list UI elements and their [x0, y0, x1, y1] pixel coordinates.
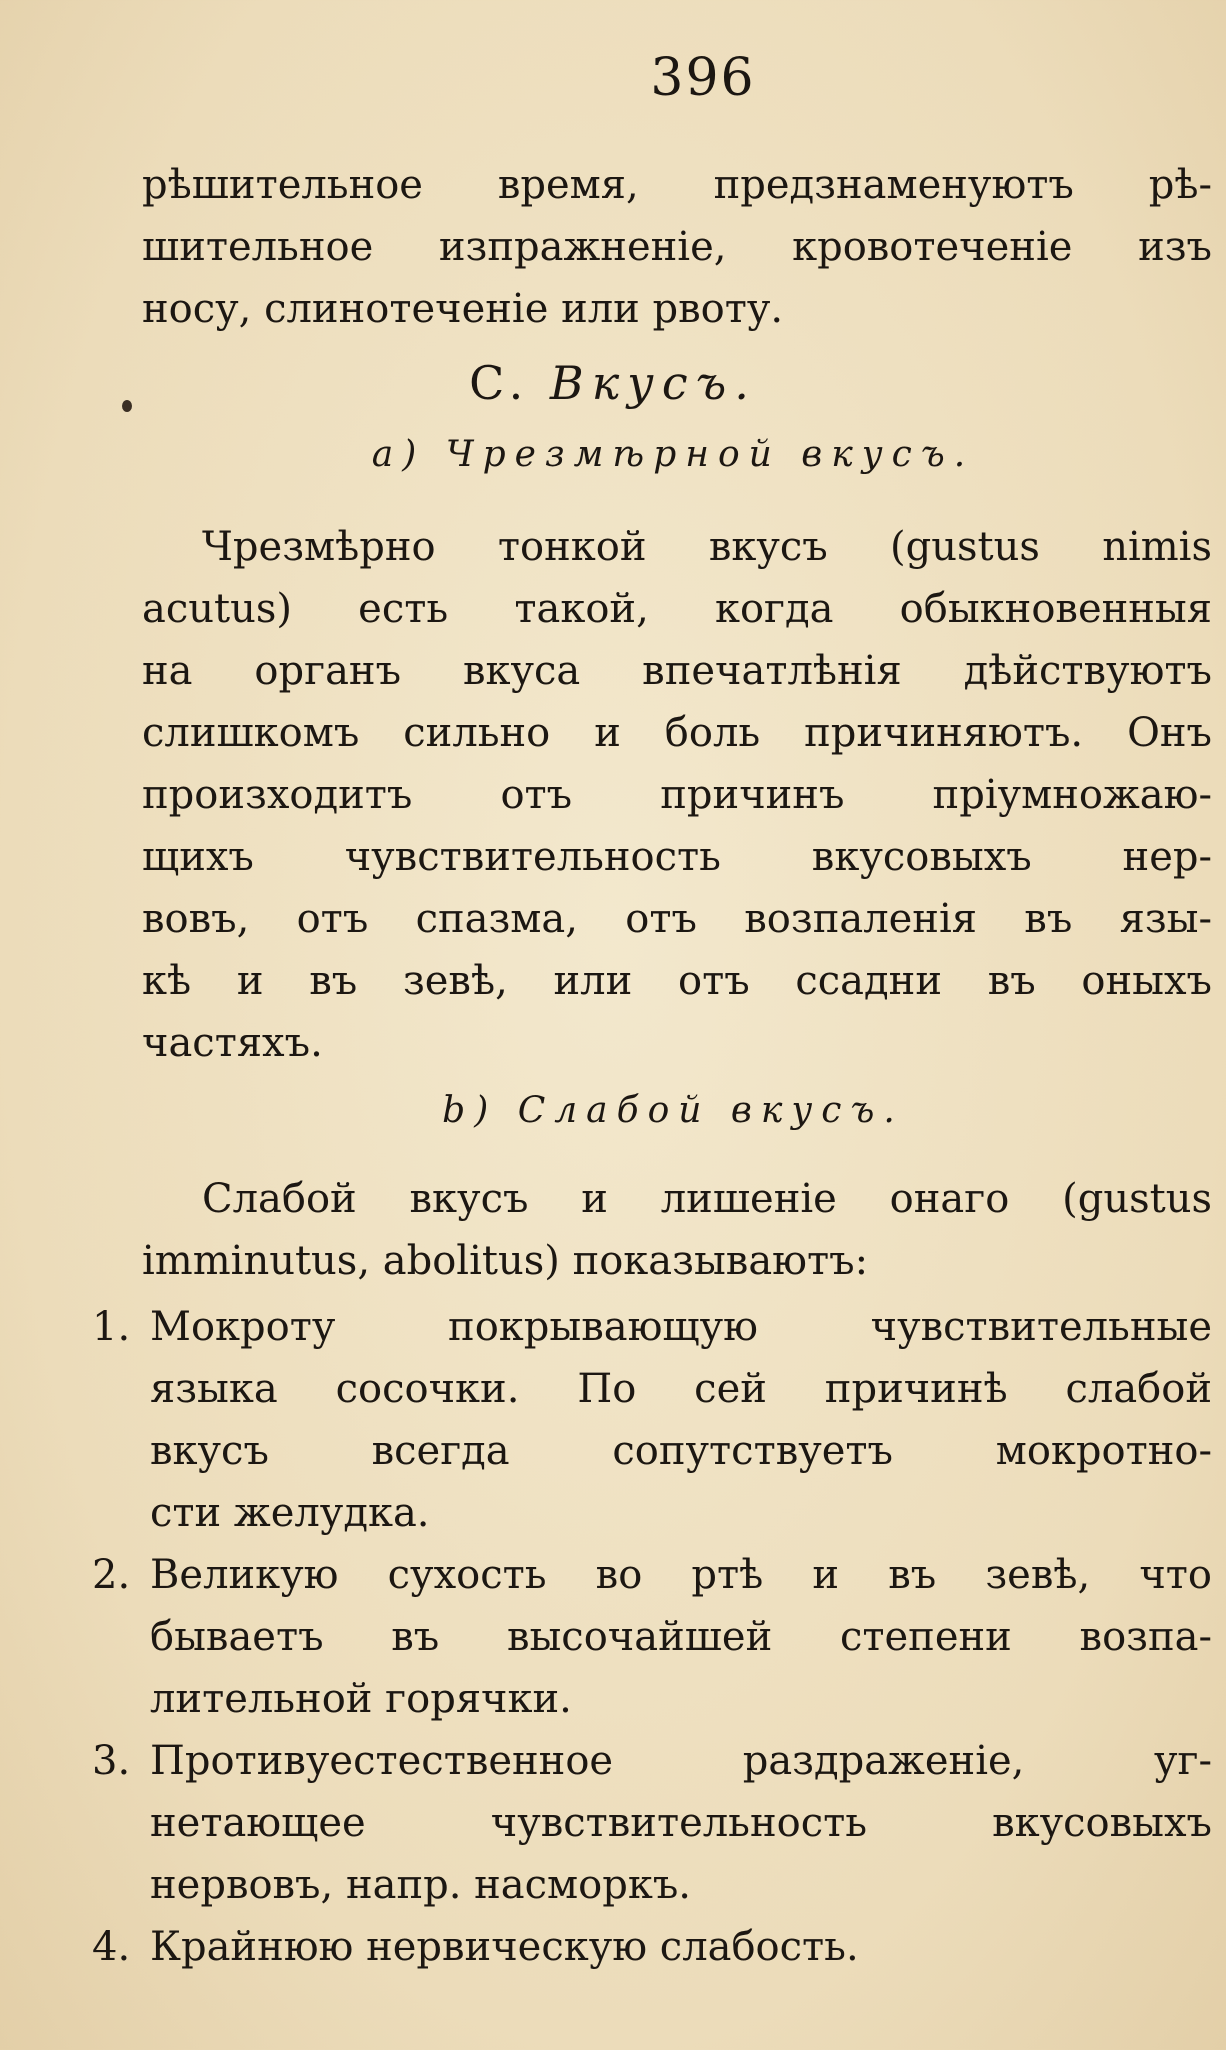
text-line: щихъ чувствительность вкусовыхъ нер-	[142, 834, 1212, 880]
text-line: Противуестественное раздраженіе, уг-	[150, 1738, 1212, 1784]
list-number: 1.	[92, 1304, 131, 1350]
text-line: сти желудка.	[150, 1490, 430, 1536]
text-line: вовъ, отъ спазма, отъ возпаленія въ язы-	[142, 896, 1212, 942]
list-item	[92, 1916, 1212, 1978]
subsection-a-label: a)	[371, 434, 426, 475]
list-item	[92, 1544, 1212, 1730]
numbered-list	[92, 1296, 1212, 1978]
text-line: Слабой вкусъ и лишеніе онаго (gustus	[202, 1176, 1212, 1222]
text-line: acutus) есть такой, когда обыкновенныя	[142, 586, 1212, 632]
text-line: нетающее чувствительность вкусовыхъ	[150, 1800, 1212, 1846]
text-line: шительное изпражненіе, кровотеченіе изъ	[142, 224, 1212, 270]
text-line: Мокроту покрывающую чувствительные	[150, 1304, 1212, 1350]
text-line: лительной горячки.	[150, 1676, 572, 1722]
list-item	[92, 1730, 1212, 1916]
text-line: нервовъ, напр. насморкъ.	[150, 1862, 692, 1908]
paragraph-a	[142, 516, 1212, 1074]
text-line: рѣшительное время, предзнаменуютъ рѣ-	[142, 162, 1212, 208]
list-number: 3.	[92, 1738, 131, 1784]
list-item	[92, 1296, 1212, 1544]
section-heading	[0, 356, 1226, 410]
page-number: 396	[650, 48, 756, 108]
text-line: бываетъ въ высочайшей степени возпа-	[150, 1614, 1212, 1660]
subsection-a-heading	[0, 434, 1226, 475]
text-line: частяхъ.	[142, 1020, 323, 1066]
section-letter: C.	[469, 356, 530, 410]
text-line: на органъ вкуса впечатлѣнія дѣйствуютъ	[142, 648, 1212, 694]
subsection-b-heading	[0, 1090, 1226, 1131]
paragraph-b	[142, 1168, 1212, 1292]
text-line: кѣ и въ зевѣ, или отъ ссадни въ оныхъ	[142, 958, 1212, 1004]
text-line: Чрезмѣрно тонкой вкусъ (gustus nimis	[202, 524, 1212, 570]
subsection-a-title: Чрезмѣрной вкусъ.	[445, 434, 975, 475]
text-line: слишкомъ сильно и боль причиняютъ. Онъ	[142, 710, 1212, 756]
intro-paragraph	[142, 154, 1212, 340]
subsection-b-label: b)	[442, 1090, 498, 1131]
text-line: Крайнюю нервическую слабость.	[150, 1924, 859, 1970]
text-line: вкусъ всегда сопутствуетъ мокротно-	[150, 1428, 1212, 1474]
list-number: 2.	[92, 1552, 131, 1598]
text-line: imminutus, abolitus) показываютъ:	[142, 1238, 869, 1284]
subsection-b-title: Слабой вкусъ.	[517, 1090, 904, 1131]
text-line: Великую сухость во ртѣ и въ зевѣ, что	[150, 1552, 1212, 1598]
section-title: Вкусъ.	[549, 356, 757, 410]
text-line: произходитъ отъ причинъ пріумножаю-	[142, 772, 1212, 818]
text-line: носу, слинотеченіе или рвоту.	[142, 286, 784, 332]
text-line: языка сосочки. По сей причинѣ слабой	[150, 1366, 1212, 1412]
list-number: 4.	[92, 1924, 131, 1970]
